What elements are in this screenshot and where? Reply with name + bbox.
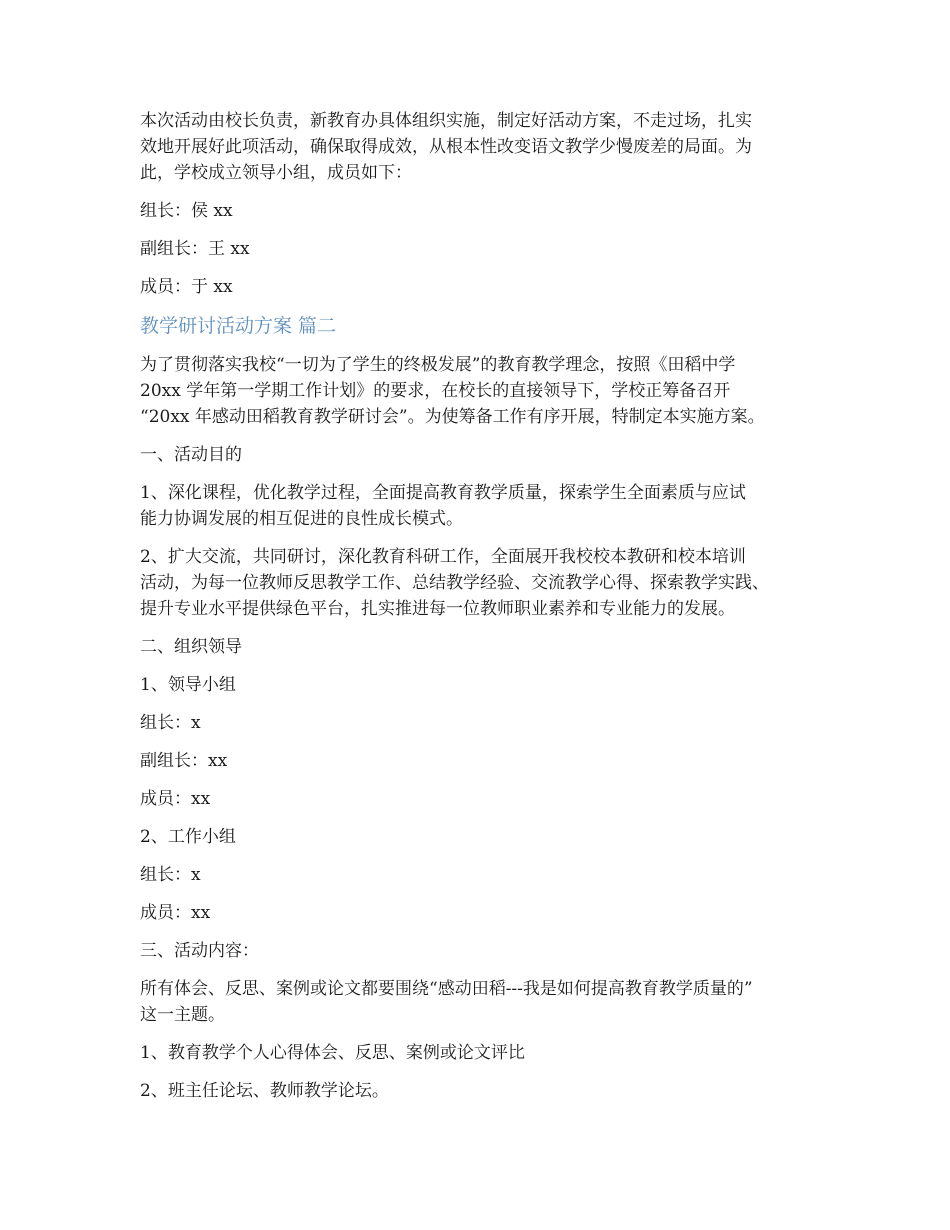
paragraph [140,634,840,660]
paragraph-line: 副组长：王 xx [140,239,250,259]
paragraph [140,198,840,224]
paragraph-line: 1、领导小组 [140,675,236,695]
paragraph [140,442,840,468]
paragraph [140,108,840,186]
paragraph-line: 为了贯彻落实我校“一切为了学生的终极发展”的教育教学理念，按照《田稻中学 [140,355,736,375]
paragraph-line: 副组长：xx [140,751,228,771]
paragraph [140,1040,840,1066]
paragraph [140,824,840,850]
section-heading: 教学研讨活动方案 篇二 [140,315,337,337]
paragraph-line: 成员：xx [140,903,211,923]
paragraph-line: 2、扩大交流，共同研讨，深化教育科研工作，全面展开我校校本教研和校本培训 [140,547,746,567]
paragraph [140,710,840,736]
paragraph-line: 本次活动由校长负责，新教育办具体组织实施，制定好活动方案，不走过场，扎实 [140,111,752,131]
paragraph [140,976,840,1028]
paragraph-line: 效地开展好此项活动，确保取得成效，从根本性改变语文教学少慢废差的局面。为 [140,137,752,157]
paragraph [140,1078,840,1104]
paragraph-line: “20xx 年感动田稻教育教学研讨会”。为使筹备工作有序开展，特制定本实施方案。 [140,407,765,427]
paragraph-line: 二、组织领导 [140,637,242,657]
paragraph [140,274,840,300]
paragraph-line: 2、班主任论坛、教师教学论坛。 [140,1081,389,1101]
paragraph [140,672,840,698]
paragraph [140,544,840,622]
paragraph-line: 成员：xx [140,789,211,809]
document-page [140,108,840,1116]
paragraph-line: 1、深化课程，优化教学过程，全面提高教育教学质量，探索学生全面素质与应试 [140,483,746,503]
paragraph [140,938,840,964]
paragraph-line: 提升专业水平提供绿色平台，扎实推进每一位教师职业素养和专业能力的发展。 [140,599,735,619]
paragraph-line: 三、活动内容： [140,941,259,961]
paragraph [140,748,840,774]
paragraph-line: 组长：x [140,865,201,885]
paragraph [140,236,840,262]
paragraph-line: 20xx 学年第一学期工作计划》的要求，在校长的直接领导下，学校正筹备召开 [140,381,731,401]
paragraph-line: 一、活动目的 [140,445,242,465]
paragraph-line: 2、工作小组 [140,827,236,847]
paragraph-line: 活动，为每一位教师反思教学工作、总结教学经验、交流教学心得、探索教学实践、 [140,573,769,593]
paragraph [140,862,840,888]
paragraph-line: 能力协调发展的相互促进的良性成长模式。 [140,509,463,529]
paragraph-line: 组长：侯 xx [140,201,233,221]
paragraph-line: 1、教育教学个人心得体会、反思、案例或论文评比 [140,1043,525,1063]
paragraph [140,786,840,812]
paragraph-line: 此，学校成立领导小组，成员如下： [140,163,412,183]
paragraph-line: 成员：于 xx [140,277,233,297]
paragraph-line: 这一主题。 [140,1005,225,1025]
paragraph [140,352,840,430]
paragraph [140,900,840,926]
paragraph-line: 所有体会、反思、案例或论文都要围绕“感动田稻---我是如何提高教育教学质量的” [140,979,753,999]
paragraph-line: 组长：x [140,713,201,733]
paragraph [140,480,840,532]
